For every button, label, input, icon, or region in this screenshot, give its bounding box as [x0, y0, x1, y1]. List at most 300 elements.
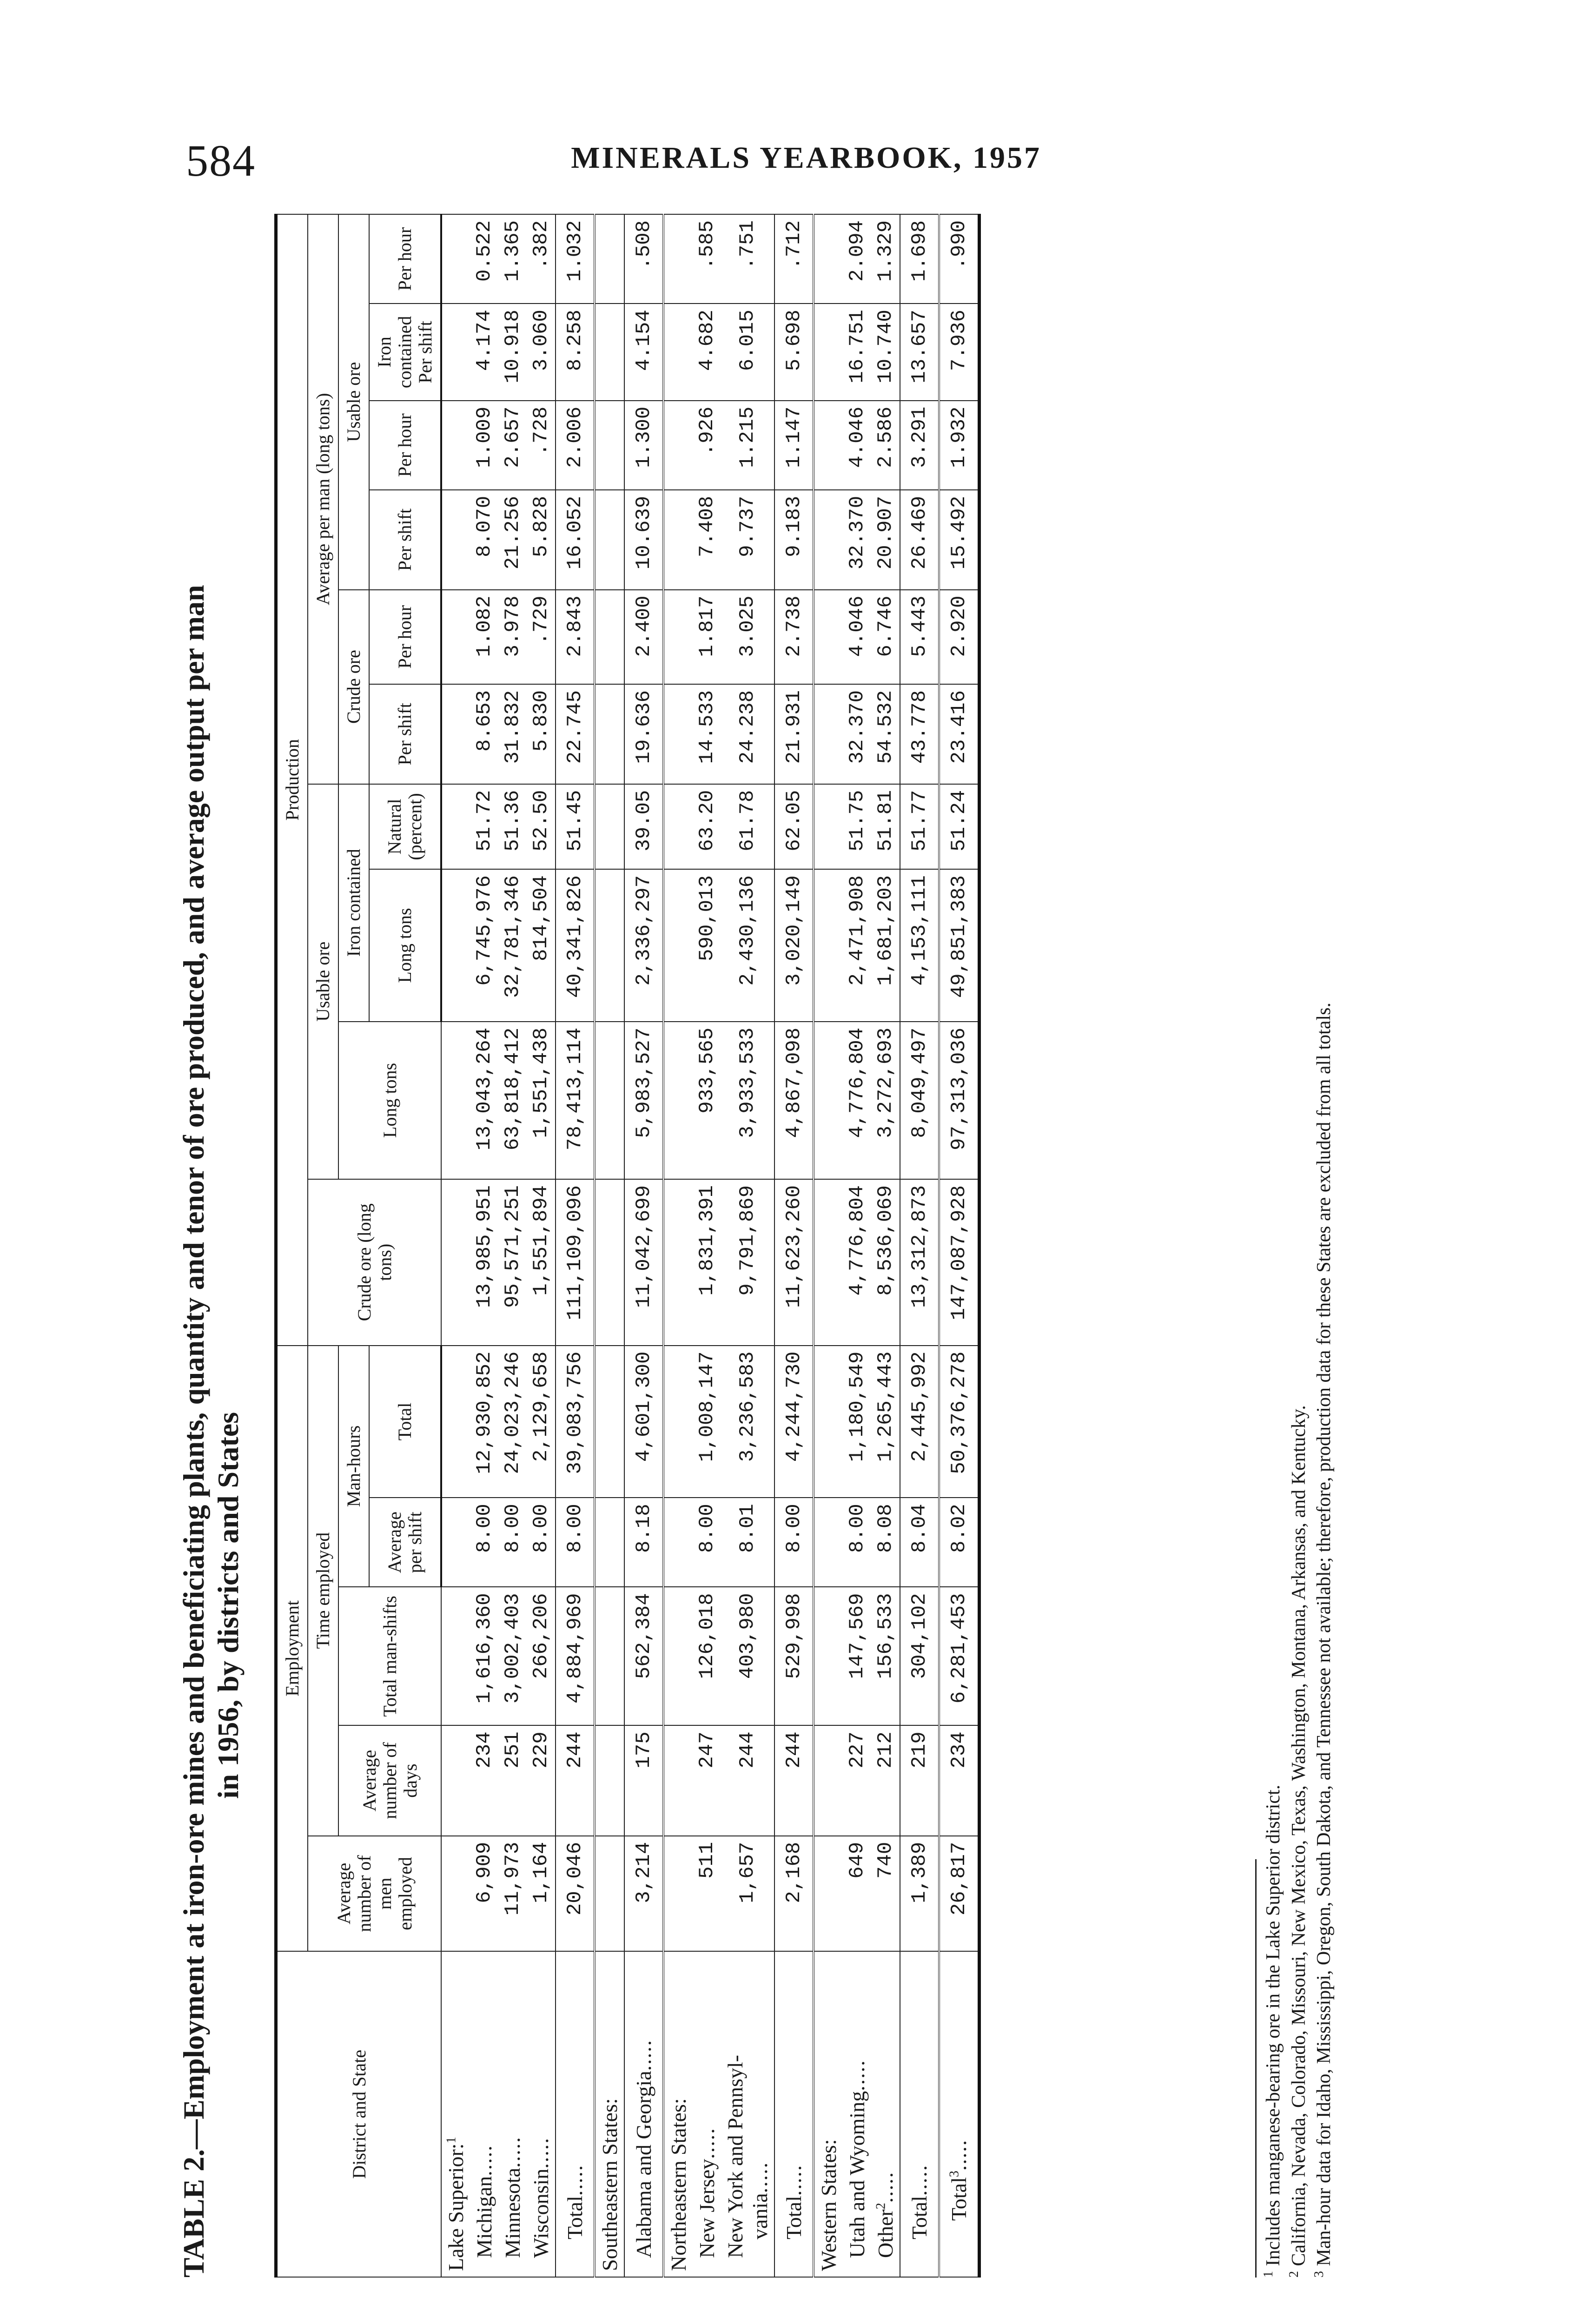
table-cell — [663, 490, 693, 590]
table-cell: 2,336,297 — [624, 869, 663, 1022]
table-cell — [441, 1836, 470, 1952]
footnote-mark: 2 — [1286, 2271, 1301, 2278]
table-cell: 10.918 — [498, 304, 527, 400]
leader-dots: ..... — [947, 2139, 971, 2171]
table-cell: 9,791,869 — [721, 1179, 774, 1346]
table-cell — [814, 1346, 843, 1498]
table-cell: 13,985,951 — [470, 1179, 498, 1346]
table-row — [774, 214, 814, 2277]
table-cell — [595, 1022, 624, 1179]
table-cell: 61.78 — [721, 784, 774, 869]
table-cell: 6.015 — [721, 304, 774, 400]
table-cell: 8.08 — [871, 1498, 900, 1587]
header-usable-per-shift: Per shift — [369, 490, 441, 590]
row-label-text: Southeastern States: — [598, 2098, 622, 2271]
header-avg-days: Average number of days — [338, 1725, 441, 1835]
table-cell: 15.492 — [939, 490, 980, 590]
table-cell: 4.046 — [843, 401, 871, 490]
table-cell: 11,973 — [498, 1836, 527, 1952]
table-row — [556, 214, 595, 2277]
table-cell: 9.737 — [721, 490, 774, 590]
table-cell: 126,018 — [693, 1587, 721, 1725]
table-cell: 8.04 — [900, 1498, 939, 1587]
table-cell — [814, 1587, 843, 1725]
table-cell: 32.370 — [843, 490, 871, 590]
table-cell: 1.817 — [693, 590, 721, 684]
table-cell: 8.00 — [774, 1498, 814, 1587]
table-cell: 8.00 — [470, 1498, 498, 1587]
table-cell: 16.751 — [843, 304, 871, 400]
table-cell — [441, 214, 470, 304]
table-cell: 229 — [527, 1725, 556, 1835]
footnote — [1286, 214, 1311, 2278]
table-cell — [441, 1725, 470, 1835]
table-cell: 32,781,346 — [498, 869, 527, 1022]
table-cell: 1.009 — [470, 401, 498, 490]
table-cell: 6,745,976 — [470, 869, 498, 1022]
iron-contained-sub: Iron contained — [374, 316, 415, 389]
table-cell: 304,102 — [900, 1587, 939, 1725]
table-cell — [814, 214, 843, 304]
table-cell: 26,817 — [939, 1836, 980, 1952]
table-cell: 244 — [774, 1725, 814, 1835]
table-cell — [441, 401, 470, 490]
table-cell: 51.24 — [939, 784, 980, 869]
table-cell: 51.75 — [843, 784, 871, 869]
table-cell — [663, 869, 693, 1022]
table-cell: 7.936 — [939, 304, 980, 400]
table-cell: 12,930,852 — [470, 1346, 498, 1498]
table-group-heading — [595, 214, 624, 2277]
table-cell — [595, 1836, 624, 1952]
table-cell — [441, 304, 470, 400]
row-label-text: Total — [563, 2196, 587, 2239]
table-cell — [595, 869, 624, 1022]
table-row — [900, 214, 939, 2277]
table-cell — [814, 1022, 843, 1179]
table-cell: 51.45 — [556, 784, 595, 869]
footnote-text: Includes manganese-bearing ore in the Lake Superior district. — [1263, 1784, 1284, 2266]
table-cell — [441, 1346, 470, 1498]
table-cell: 54.532 — [871, 684, 900, 784]
table-cell: 2.400 — [624, 590, 663, 684]
row-label-text: Wisconsin — [529, 2168, 553, 2258]
table-cell: 5.830 — [527, 684, 556, 784]
table-cell: 52.50 — [527, 784, 556, 869]
row-label-text: Total — [907, 2196, 931, 2239]
table-cell — [595, 590, 624, 684]
table-cell: 13.657 — [900, 304, 939, 400]
iron-per-shift-label: Per shift — [415, 321, 436, 383]
header-avg-per-shift: Average per shift — [369, 1498, 441, 1587]
caption-line-1: Employment at iron-ore mines and beneficiating plants, quantity and tenor of ore produced, and average output per man — [177, 585, 210, 2119]
table-cell: 3.025 — [721, 590, 774, 684]
header-usable-long-tons: Long tons — [338, 1022, 441, 1179]
row-label — [721, 1951, 774, 2277]
table-cell: 175 — [624, 1725, 663, 1835]
page-number: 584 — [186, 136, 256, 185]
iron-ore-table — [274, 214, 981, 2278]
header-usable-per-hour: Per hour — [369, 401, 441, 490]
header-usable-ore-per-man: Usable ore — [338, 214, 369, 590]
table-body — [441, 214, 980, 2277]
row-label-text: Michigan — [472, 2176, 496, 2258]
table-cell: .382 — [527, 214, 556, 304]
table-cell: .729 — [527, 590, 556, 684]
row-label — [595, 1951, 624, 2277]
table-cell — [814, 784, 843, 869]
row-label-text: Utah and Wyoming — [845, 2091, 869, 2258]
footnote-text: California, Nevada, Colorado, Missouri, New Mexico, Texas, Washington, Montana, Arkansas, and Kentucky. — [1288, 1405, 1310, 2266]
table-cell: 2,471,908 — [843, 869, 871, 1022]
table-cell: 1,180,549 — [843, 1346, 871, 1498]
table-cell: 43.778 — [900, 684, 939, 784]
header-avg-per-man: Average per man (long tons) — [308, 214, 338, 784]
table-cell — [441, 490, 470, 590]
table-cell: 14.533 — [693, 684, 721, 784]
table-cell — [441, 1498, 470, 1587]
table-cell: 6,909 — [470, 1836, 498, 1952]
footnote-rule — [1255, 1859, 1257, 2278]
table-cell: 21.256 — [498, 490, 527, 590]
table-cell: 740 — [871, 1836, 900, 1952]
table-cell — [663, 590, 693, 684]
row-label — [774, 1951, 814, 2277]
table-cell: 8,049,497 — [900, 1022, 939, 1179]
leader-dots: ..... — [632, 2039, 655, 2071]
table-cell — [663, 1587, 693, 1725]
table-cell: 1,657 — [721, 1836, 774, 1952]
table-cell — [814, 304, 843, 400]
footnote — [1311, 214, 1337, 2278]
table-cell — [595, 1587, 624, 1725]
table-cell: 227 — [843, 1725, 871, 1835]
footnote-marker: 3 — [947, 2171, 962, 2178]
table-cell: 1,265,443 — [871, 1346, 900, 1498]
header-crude-per-shift: Per shift — [369, 684, 441, 784]
table-cell — [595, 1498, 624, 1587]
table-cell: 26.469 — [900, 490, 939, 590]
table-cell: 4,867,098 — [774, 1022, 814, 1179]
table-cell: 511 — [693, 1836, 721, 1952]
table-cell: 32.370 — [843, 684, 871, 784]
leader-dots: ..... — [472, 2145, 496, 2176]
table-cell: 2,168 — [774, 1836, 814, 1952]
table-cell: 247 — [693, 1725, 721, 1835]
table-cell: 8.00 — [843, 1498, 871, 1587]
table-cell: 933,565 — [693, 1022, 721, 1179]
table-cell: 1,616,360 — [470, 1587, 498, 1725]
table-cell: 78,413,114 — [556, 1022, 595, 1179]
table-cell — [663, 1179, 693, 1346]
table-cell: 51.72 — [470, 784, 498, 869]
table-cell: 8,536,069 — [871, 1179, 900, 1346]
table-group-heading — [814, 214, 843, 2277]
table-cell: 1,008,147 — [693, 1346, 721, 1498]
table-cell: 24.238 — [721, 684, 774, 784]
table-cell: 2.006 — [556, 401, 595, 490]
leader-dots: ..... — [501, 2136, 524, 2168]
table-cell: 1.300 — [624, 401, 663, 490]
table-cell — [814, 1836, 843, 1952]
table-cell: 2,430,136 — [721, 869, 774, 1022]
table-row — [527, 214, 556, 2277]
row-label — [843, 1951, 871, 2277]
footnotes — [1255, 214, 1337, 2278]
table-cell: 40,341,826 — [556, 869, 595, 1022]
table-cell: 8.00 — [498, 1498, 527, 1587]
leader-dots: ..... — [782, 2164, 806, 2196]
footnote-mark: 1 — [1261, 2271, 1276, 2278]
table-cell: 1.032 — [556, 214, 595, 304]
table-cell: 7.408 — [693, 490, 721, 590]
header-crude-ore-tons: Crude ore (long tons) — [308, 1179, 441, 1346]
table-cell: 31.832 — [498, 684, 527, 784]
table-cell: 22.745 — [556, 684, 595, 784]
leader-dots: ..... — [845, 2060, 869, 2091]
row-label — [527, 1951, 556, 2277]
row-label-text: Western States: — [817, 2139, 841, 2271]
table-cell: 8.02 — [939, 1498, 980, 1587]
table-cell — [441, 590, 470, 684]
table-cell — [663, 214, 693, 304]
table-cell: 4,884,969 — [556, 1587, 595, 1725]
table-cell: 403,980 — [721, 1587, 774, 1725]
table-cell: 2.843 — [556, 590, 595, 684]
table-cell: 212 — [871, 1725, 900, 1835]
row-label — [441, 1951, 470, 2277]
table-row — [721, 214, 774, 2277]
table-cell: 590,013 — [693, 869, 721, 1022]
table-cell — [814, 1725, 843, 1835]
leader-dots: ..... — [529, 2137, 553, 2169]
row-label-text: New Jersey — [695, 2159, 719, 2258]
table-cell: 10.740 — [871, 304, 900, 400]
table-cell: 23.416 — [939, 684, 980, 784]
table-cell: 147,087,928 — [939, 1179, 980, 1346]
table-cell: 2,445,992 — [900, 1346, 939, 1498]
table-cell: 5.443 — [900, 590, 939, 684]
table-cell: 4,776,804 — [843, 1179, 871, 1346]
table-cell: 8.01 — [721, 1498, 774, 1587]
header-iron-per-hour: Per hour — [369, 214, 441, 304]
table-cell — [595, 490, 624, 590]
table-row — [498, 214, 527, 2277]
table-cell: 111,109,096 — [556, 1179, 595, 1346]
table-cell: 1,164 — [527, 1836, 556, 1952]
row-label — [556, 1951, 595, 2277]
header-iron-contained: Iron contained — [338, 784, 369, 1022]
table-cell: 649 — [843, 1836, 871, 1952]
table-cell: 5.698 — [774, 304, 814, 400]
leader-dots: ..... — [748, 2161, 772, 2193]
table-cell: 156,533 — [871, 1587, 900, 1725]
table-cell: 4,601,300 — [624, 1346, 663, 1498]
table-cell: 21.931 — [774, 684, 814, 784]
table-cell — [663, 1725, 693, 1835]
row-label — [663, 1951, 693, 2277]
table-cell: .712 — [774, 214, 814, 304]
header-usable-ore: Usable ore — [308, 784, 338, 1179]
row-label-text: Northeastern States: — [667, 2098, 690, 2271]
row-label — [693, 1951, 721, 2277]
table-row — [624, 214, 663, 2277]
table-cell: 219 — [900, 1725, 939, 1835]
table-cell — [441, 784, 470, 869]
table-row — [843, 214, 871, 2277]
table-cell: 1,551,438 — [527, 1022, 556, 1179]
header-man-hours: Man-hours — [338, 1346, 369, 1587]
header-district: District and State — [276, 1951, 442, 2277]
table-cell: 95,571,251 — [498, 1179, 527, 1346]
table-group-heading — [663, 214, 693, 2277]
table-cell — [595, 214, 624, 304]
table-cell: .585 — [693, 214, 721, 304]
table-cell: 8.258 — [556, 304, 595, 400]
table-cell — [441, 869, 470, 1022]
table-cell: 234 — [939, 1725, 980, 1835]
table-cell — [595, 684, 624, 784]
table-cell: 51.36 — [498, 784, 527, 869]
table-cell: 5.828 — [527, 490, 556, 590]
table-row — [470, 214, 498, 2277]
table-cell: 1,389 — [900, 1836, 939, 1952]
table-row — [693, 214, 721, 2277]
table-cell: 4,776,804 — [843, 1022, 871, 1179]
table-cell: 8.18 — [624, 1498, 663, 1587]
table-cell: 1,681,203 — [871, 869, 900, 1022]
table-cell: 51.81 — [871, 784, 900, 869]
table-cell — [663, 784, 693, 869]
table-cell — [663, 684, 693, 784]
table-cell — [441, 1022, 470, 1179]
footnote-mark: 3 — [1312, 2271, 1326, 2278]
table-cell: 20,046 — [556, 1836, 595, 1952]
table-cell: .990 — [939, 214, 980, 304]
table-cell: 3,002,403 — [498, 1587, 527, 1725]
row-label — [900, 1951, 939, 2277]
table-cell: 8.00 — [527, 1498, 556, 1587]
table-cell: 1,551,894 — [527, 1179, 556, 1346]
header-time-employed: Time employed — [308, 1346, 338, 1836]
table-cell — [441, 1179, 470, 1346]
leader-dots: ..... — [874, 2171, 897, 2203]
table-cell: 8.653 — [470, 684, 498, 784]
table-cell: 562,384 — [624, 1587, 663, 1725]
table-cell — [814, 684, 843, 784]
row-label — [470, 1951, 498, 2277]
table-cell: 13,312,873 — [900, 1179, 939, 1346]
row-label-text: Alabama and Georgia — [632, 2071, 655, 2258]
header-natural-percent: Natural (percent) — [369, 784, 441, 869]
table-cell: 16.052 — [556, 490, 595, 590]
table-cell: 24,023,246 — [498, 1346, 527, 1498]
table-cell: 39,083,756 — [556, 1346, 595, 1498]
table-cell: 3.978 — [498, 590, 527, 684]
table-cell: 6.746 — [871, 590, 900, 684]
table-cell: 244 — [721, 1725, 774, 1835]
leader-dots: ..... — [907, 2164, 931, 2196]
table-label: TABLE 2.— — [177, 2119, 210, 2278]
table-cell: 11,623,260 — [774, 1179, 814, 1346]
table-cell: 4,153,111 — [900, 869, 939, 1022]
table-cell — [663, 1836, 693, 1952]
header-iron-long-tons: Long tons — [369, 869, 441, 1022]
running-title: MINERALS YEARBOOK, 1957 — [571, 141, 1041, 175]
header-iron-per-shift — [369, 304, 441, 400]
table-caption — [177, 214, 245, 2278]
header-employment: Employment — [276, 1346, 308, 1952]
row-label-text: Total — [782, 2196, 806, 2239]
table-cell: 4.154 — [624, 304, 663, 400]
table-cell: 3,272,693 — [871, 1022, 900, 1179]
table-cell: 50,376,278 — [939, 1346, 980, 1498]
table-cell — [814, 1179, 843, 1346]
table-cell: 3.291 — [900, 401, 939, 490]
header-total-man-shifts: Total man-shifts — [338, 1587, 441, 1725]
header-production: Production — [276, 214, 308, 1346]
table-cell — [663, 1346, 693, 1498]
table-cell: .751 — [721, 214, 774, 304]
table-cell: 147,569 — [843, 1587, 871, 1725]
row-label — [814, 1951, 843, 2277]
table-cell — [814, 490, 843, 590]
table-cell — [595, 784, 624, 869]
header-avg-men: Average number of men employed — [308, 1836, 441, 1952]
row-label-text: Minnesota — [501, 2167, 524, 2258]
leader-dots: ..... — [563, 2164, 587, 2196]
table-cell: 3,236,583 — [721, 1346, 774, 1498]
table-cell: 2,129,658 — [527, 1346, 556, 1498]
table-cell — [595, 1725, 624, 1835]
table-cell: 13,043,264 — [470, 1022, 498, 1179]
table-cell: 4,244,730 — [774, 1346, 814, 1498]
row-label-text: Lake Superior: — [444, 2143, 468, 2271]
caption-line-2: in 1956, by districts and States — [211, 1412, 245, 1799]
table-cell: 0.522 — [470, 214, 498, 304]
row-label-text: Total — [947, 2177, 971, 2221]
row-label — [939, 1951, 980, 2277]
table-cell: .926 — [693, 401, 721, 490]
table-cell: 1.147 — [774, 401, 814, 490]
table-cell: 6,281,453 — [939, 1587, 980, 1725]
table-cell: 2.586 — [871, 401, 900, 490]
table-cell — [663, 401, 693, 490]
table-cell: 10.639 — [624, 490, 663, 590]
table-cell: 3,214 — [624, 1836, 663, 1952]
table-cell: 1.329 — [871, 214, 900, 304]
table-cell: 2.738 — [774, 590, 814, 684]
footnote — [1260, 214, 1286, 2278]
table-cell: 234 — [470, 1725, 498, 1835]
rotated-table-page — [167, 214, 1376, 2278]
table-cell: 49,851,383 — [939, 869, 980, 1022]
table-cell — [814, 590, 843, 684]
table-cell: .728 — [527, 401, 556, 490]
table-cell: 20.907 — [871, 490, 900, 590]
table-cell: 3.060 — [527, 304, 556, 400]
table-cell: 3,020,149 — [774, 869, 814, 1022]
table-cell: 1,831,391 — [693, 1179, 721, 1346]
table-cell — [663, 1498, 693, 1587]
leader-dots: ..... — [695, 2127, 719, 2159]
table-cell: 62.05 — [774, 784, 814, 869]
table-cell: 1.215 — [721, 401, 774, 490]
table-row — [939, 214, 980, 2277]
row-label-text: Other — [874, 2209, 897, 2258]
running-head — [186, 135, 1041, 186]
row-label — [498, 1951, 527, 2277]
